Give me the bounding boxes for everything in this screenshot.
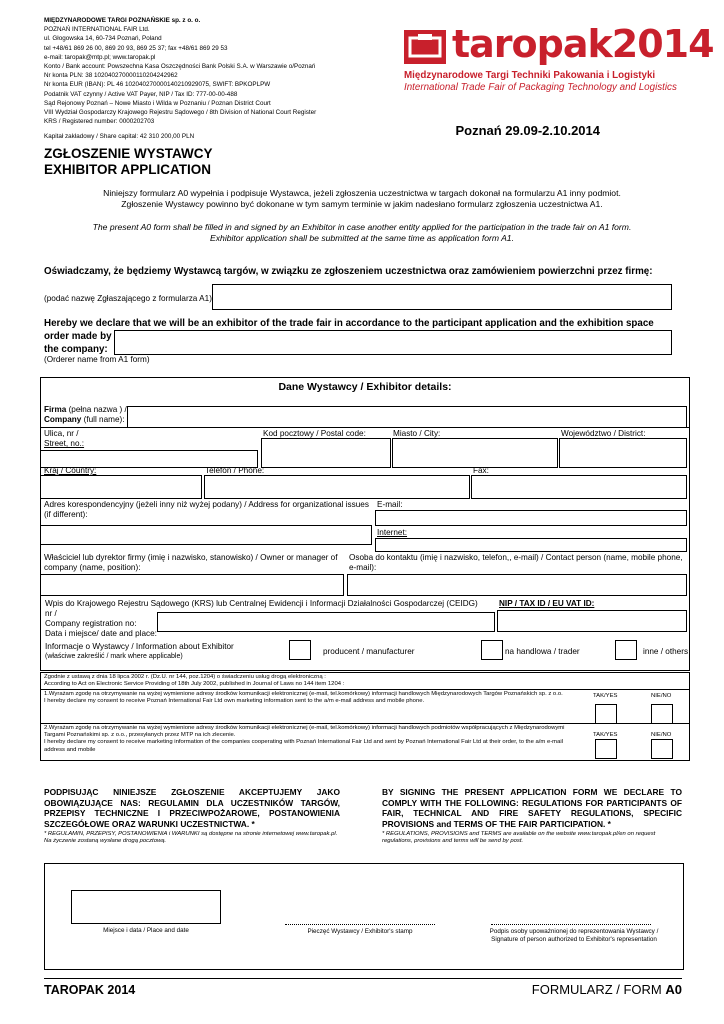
signature-line[interactable] (491, 924, 651, 925)
organizer-line: Nr konta EUR (IBAN): PL 46 102040270000140210929075, SWIFT: BPKOPLPW (44, 81, 271, 89)
label-text: Street, no.: (44, 439, 85, 448)
company-name-label (44, 405, 127, 425)
street-label (44, 429, 84, 449)
label-text: Podpis osoby upoważnionej do reprezentowania Wystawcy / (489, 928, 659, 935)
organizer-line: Konto / Bank account: Powszechna Kasa Oszczędności Bank Polski S.A. w Warszawie o/Poznań (44, 63, 316, 71)
contact-person-field[interactable] (347, 574, 687, 596)
consent-1-yes-label: TAK/YES (593, 693, 618, 699)
logo-subtitle-en: International Trade Fair of Packaging Technology and Logistics (404, 82, 677, 93)
terms-en-note: * REGULATIONS, PROVISIONS and TERMS are available on the website www.taropak.pl/en on request regulations, provisions and terms will be send by post. (382, 831, 656, 845)
consent-text: 2.Wyrażam zgodę na otrzymywanie na wyżej wymienione adresy środków komunikacji elektronicznej (e-mail, tel.komórkowy) informacji handlowych podmiotów współpracujących z Międzynarodowymi Targami Poznańskimi sp. z o.o., przesyłanych przez MTP na ich zlecenie. (44, 725, 565, 739)
footer-form-id (532, 982, 682, 997)
organizer-line: Sąd Rejonowy Poznań – Nowe Miasto i Wilda w Poznaniu / Poznan District Court (44, 99, 271, 107)
intro-pl-line: Niniejszy formularz A0 wypełnia i podpisuje Wystawca, jeżeli zgłoszenia uczestnictwa w targach dokonał na formularzu A1 inny podmiot. (103, 188, 621, 198)
fax-label: Fax: (473, 466, 489, 475)
email-label: E-mail: (377, 500, 403, 509)
consent-intro-pl: Zgodnie z ustawą z dnia 18 lipca 2002 r. (Dz.U. nr 144, poz.1204) o świadczeniu usług drogą elektroniczną : (44, 674, 326, 680)
label-bold: Firma (44, 405, 67, 414)
divider (41, 689, 689, 690)
intro-pl (70, 188, 654, 210)
consent-2-yes-label: TAK/YES (593, 732, 618, 738)
tax-id-field[interactable] (497, 610, 687, 632)
district-field[interactable] (559, 438, 687, 468)
footer-form-code: A0 (665, 982, 682, 997)
consent-1-text (44, 691, 580, 705)
place-date-field[interactable] (71, 890, 221, 924)
declaration-en-hint: (Orderer name from A1 form) (44, 355, 150, 364)
owner-label: Właściciel lub dyrektor firmy (imię i nazwisko, stanowisko) / Owner or manager of company (name, position): (44, 553, 338, 572)
consent-1-yes-checkbox[interactable] (595, 704, 617, 724)
correspondence-address-label: Adres korespondencyjny (jeżeli inny niż wyżej podany) / Address for organizational issues (if different): (44, 500, 369, 519)
terms-pl (44, 787, 340, 846)
signature-label (469, 928, 679, 944)
others-label: inne / others (643, 647, 689, 656)
consent-2-text (44, 725, 580, 754)
organizer-info (44, 16, 384, 142)
consent-2-no-label: NIE/NO (651, 732, 672, 738)
intro-en-line: Exhibitor application shall be submitted at the same time as application form A1. (210, 233, 514, 243)
others-checkbox[interactable] (615, 640, 637, 660)
phone-label: Telefon / Phone: (205, 466, 265, 475)
form-title (44, 146, 213, 178)
contact-person-label: Osoba do kontaktu (imię i nazwisko, telefon,, e-mail) / Contact person (name, mobile phone, e-mail): (349, 553, 683, 572)
exhibitor-info-label (45, 642, 234, 662)
orderer-name-en-field[interactable] (114, 330, 672, 355)
fax-field[interactable] (471, 475, 687, 499)
city-field[interactable] (392, 438, 558, 468)
logo-mark-icon (404, 30, 446, 64)
organizer-line: tel +48/61 869 26 00, 869 20 93, 869 25 37; fax +48/61 869 29 53 (44, 44, 228, 52)
organizer-line: ul. Głogowska 14, 60-734 Poznań, Poland (44, 35, 162, 43)
terms-en-text: BY SIGNING THE PRESENT APPLICATION FORM WE DECLARE TO COMPLY WITH THE FOLLOWING: REGULATIONS FOR PARTICIPANTS OF FAIR, TECHNICAL AND FIRE SAFETY REGULATIONS, SPECIFIC PROVISIONS and TERMS OF THE FAIR PARTICIPATION. * (382, 787, 682, 829)
footer-form-label: FORMULARZ / FORM (531, 982, 666, 997)
consent-2-yes-checkbox[interactable] (595, 739, 617, 759)
trader-label: na handlowa / trader (505, 647, 580, 656)
internet-field[interactable] (375, 538, 687, 552)
signature-section (44, 863, 684, 970)
declaration-pl: Oświadczamy, że będziemy Wystawcą targów, w związku ze zgłoszeniem uczestnictwa oraz zamówieniem powierzchni przez firmę: (44, 266, 653, 277)
owner-field[interactable] (41, 574, 344, 596)
trader-checkbox[interactable] (481, 640, 503, 660)
exhibitor-details-section (40, 377, 690, 671)
declaration-en-line: Hereby we declare that we will be an exhibitor of the trade fair in accordance to the participant application and the exhibition space order made by (44, 318, 654, 342)
divider (41, 427, 689, 428)
country-label: Kraj / Country: (44, 466, 97, 475)
consent-text: I hereby declare my consent to receive marketing information of the companies cooperating with Poznań International Fair Ltd and sent by Poznań International Fair Ltd at their order, to the a/m e-mail address and mobile (44, 739, 563, 753)
consent-1-no-checkbox[interactable] (651, 704, 673, 724)
terms-en (382, 787, 682, 846)
registration-field[interactable] (157, 612, 495, 632)
label-text: Ulica, nr / (44, 429, 79, 438)
form-footer (44, 978, 682, 999)
organizer-line: e-mail: taropak@mtp.pl; www.taropak.pl (44, 53, 156, 61)
manufacturer-label: producent / manufacturer (323, 647, 415, 656)
logo-subtitle-pl: Międzynarodowe Targi Techniki Pakowania i Logistyki (404, 70, 656, 81)
declaration-pl-hint: (podać nazwę Zgłaszającego z formularza A1) (44, 294, 212, 303)
share-capital: Kapitał zakładowy / Share capital: 42 310 200,00 PLN (44, 133, 195, 141)
country-field[interactable] (41, 475, 202, 499)
consent-section (40, 672, 690, 761)
internet-label: Internet: (377, 528, 408, 537)
place-date-label: Miejsce i data / Place and date (103, 927, 189, 934)
label-text: Data i miejsce/ date and place: (45, 629, 157, 638)
consent-intro-en: According to Act on Electronic Service Providing of 18th July 2002, published in Journal of Laws no 144 item 1204 : (44, 681, 345, 687)
intro-en-line: The present A0 form shall be filled in and signed by an Exhibitor in case another entity applied for the participation in the trade fair on A1 form. (92, 222, 632, 232)
divider (41, 723, 689, 724)
orderer-name-pl-field[interactable] (212, 284, 672, 310)
fair-dates: Poznań 29.09-2.10.2014 (455, 123, 600, 138)
terms-pl-text: PODPISUJĄC NINIEJSZE ZGŁOSZENIE AKCEPTUJEMY JAKO OBOWIĄZUJĄCE NAS: REGULAMIN DLA UCZESTNIKÓW TARGÓW, PRZEPISY TECHNICZNE I PRZECIWPOŻAROWE, POSTANOWIENIA SZCZEGÓŁOWE ORAZ WARUNKI UCZESTNICTWA. * (44, 787, 340, 829)
label-text: (full name): (81, 415, 125, 424)
declaration-en-line: the company: (44, 344, 108, 355)
consent-1-no-label: NIE/NO (651, 693, 672, 699)
postal-code-field[interactable] (261, 438, 391, 468)
label-text: (pełna nazwa ) / (66, 405, 127, 414)
organizer-name: MIĘDZYNARODOWE TARGI POZNAŃSKIE sp. z o. o. (44, 17, 201, 24)
label-text: Signature of person authorized to Exhibitor's representation (491, 936, 657, 944)
intro-pl-line: Zgłoszenie Wystawcy powinno być dokonane w tym samym terminie w jakim nadesłano formularz zgłoszenia uczestnictwa A1. (121, 199, 603, 209)
stamp-label: Pieczęć Wystawcy / Exhibitor's stamp (307, 928, 413, 935)
correspondence-address-field[interactable] (41, 525, 372, 545)
intro-en (70, 222, 654, 244)
footer-event: TAROPAK 2014 (44, 983, 136, 997)
manufacturer-checkbox[interactable] (289, 640, 311, 660)
terms-pl-note: * REGULAMIN, PRZEPISY, POSTANOWIENIA i WARUNKI są dostępne na stronie internetowej www.taropak.pl. Na życzenie zostaną wysłane drogą pocztową. (44, 831, 338, 845)
postal-code-label: Kod pocztowy / Postal code: (263, 429, 366, 438)
label-text: (właściwe zakreślić / mark where applicable) (45, 653, 183, 660)
tax-id-label: NIP / TAX ID / EU VAT ID: (499, 599, 595, 608)
company-name-field[interactable] (127, 406, 687, 428)
consent-text: 1.Wyrażam zgodę na otrzymywanie na wyżej wymienione adresy środków komunikacji elektronicznej (e-mail, tel.komórkowy) informacji handlowych Międzynarodowych Targów Poznańskich sp. z o.o. (44, 691, 563, 697)
taropak-logo (404, 22, 714, 93)
logo-wordmark: taropak2014 (452, 22, 714, 66)
label-text: Company registration no: (45, 619, 137, 628)
consent-text: I hereby declare my consent to receive Poznań International Fair Ltd own marketing information sent to the a/m e-mail address and mobile phone. (44, 698, 425, 705)
form-title-en: EXHIBITOR APPLICATION (44, 162, 212, 177)
form-title-pl: ZGŁOSZENIE WYSTAWCY (44, 146, 213, 161)
organizer-line: Podatnik VAT czynny / Active VAT Payer, NIP / Tax ID: 777-00-00-488 (44, 90, 238, 98)
label-bold: Company (44, 415, 82, 424)
consent-2-no-checkbox[interactable] (651, 739, 673, 759)
stamp-line (285, 924, 435, 925)
organizer-line: KRS / Registered number: 0000202703 (44, 118, 155, 126)
organizer-line: POZNAŃ INTERNATIONAL FAIR Ltd. (44, 26, 150, 34)
label-text: Wpis do Krajowego Rejestru Sądowego (KRS) lub Centralnej Ewidencji i Informacji Działalności Gospodarczej (CEIDG) nr / (45, 599, 478, 618)
organizer-line: VIII Wydział Gospodarczy Krajowego Rejestru Sądowego / 8th Division of National Court Register (44, 109, 317, 117)
phone-field[interactable] (204, 475, 470, 499)
details-heading: Dane Wystawcy / Exhibitor details: (278, 381, 452, 393)
district-label: Województwo / District: (561, 429, 646, 438)
email-field[interactable] (375, 510, 687, 526)
city-label: Miasto / City: (393, 429, 441, 438)
organizer-line: Nr konta PLN: 38 102040270000110204242962 (44, 72, 178, 80)
label-text: Informacje o Wystawcy / Information about Exhibitor (45, 642, 234, 651)
